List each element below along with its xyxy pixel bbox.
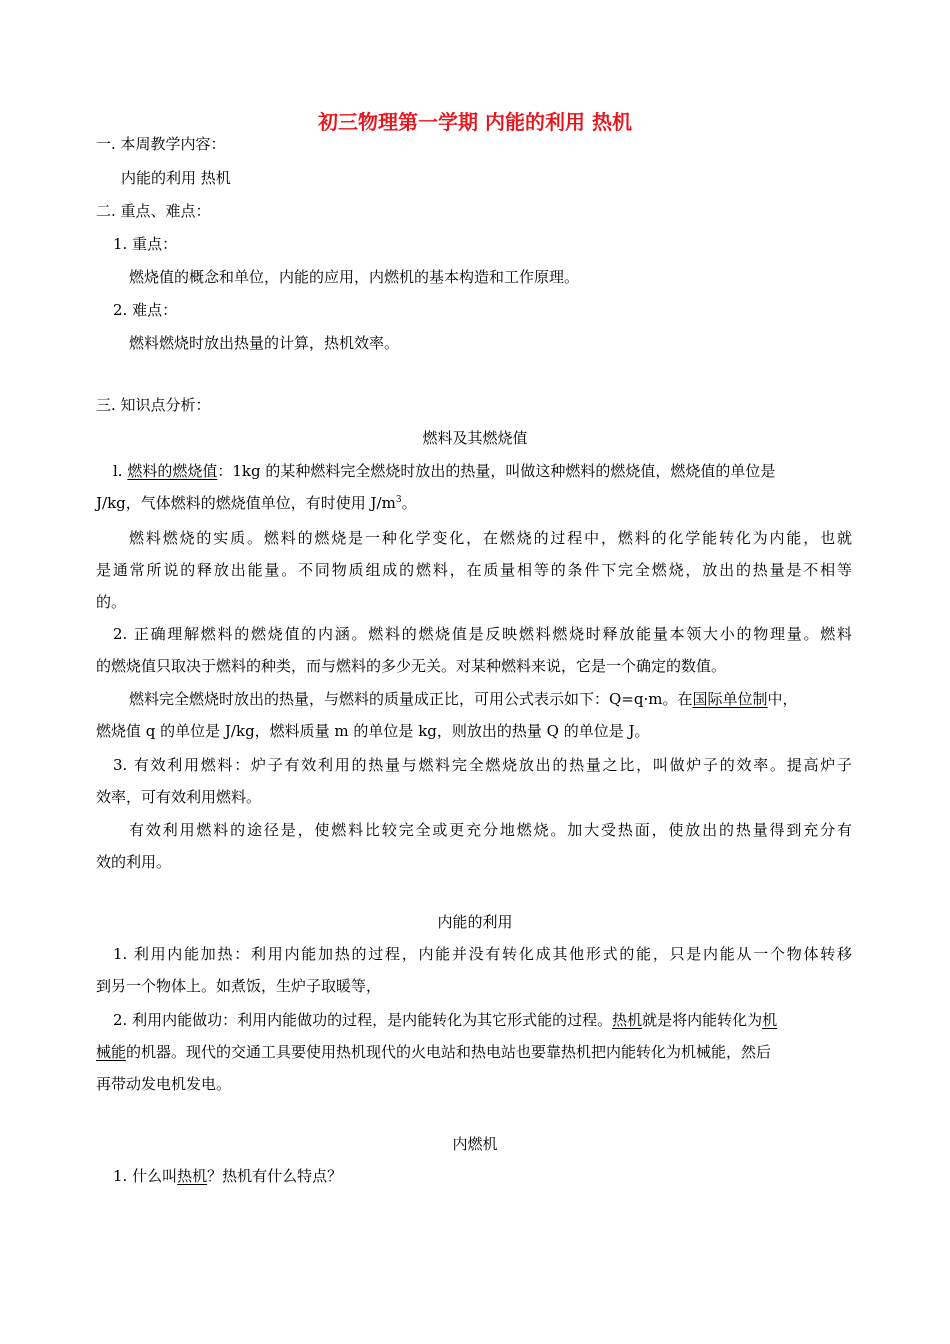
use-1-line-1: 1. 利用内能加热：利用内能加热的过程，内能并没有转化成其他形式的能，只是内能从一个物体转移	[113, 945, 852, 963]
paragraph-combustion-line-3: 的。	[96, 593, 127, 611]
link-mechanical-energy-part-2[interactable]: 械能	[96, 1043, 127, 1061]
item-1-line-2	[96, 492, 417, 514]
link-si-units[interactable]: 国际单位制	[692, 690, 768, 708]
link-heat-engine[interactable]: 热机	[612, 1011, 643, 1029]
difficulties-text: 燃料燃烧时放出热量的计算，热机效率。	[129, 334, 400, 352]
use-2-text: 2. 利用内能做功：利用内能做功的过程，是内能转化为其它形式能的过程。	[113, 1011, 613, 1029]
section-2-heading: 二. 重点、难点：	[96, 202, 211, 220]
paragraph-combustion-line-2: 是通常所说的释放出能量。不同物质组成的燃料，在质量相等的条件下完全燃烧，放出的热量是不相等	[96, 561, 852, 579]
subheading-fuel-heat-value: 燃料及其燃烧值	[422, 429, 528, 447]
use-2-line-1	[113, 1009, 777, 1031]
link-mechanical-energy-part-1[interactable]: 机	[762, 1011, 778, 1029]
question-text: 1. 什么叫	[113, 1167, 178, 1185]
item-3-line-2: 效率，可有效利用燃料。	[96, 788, 262, 806]
item-1-end: 。	[401, 494, 417, 512]
item-1-definition: ：1kg 的某种燃料完全燃烧时放出的热量，叫做这种燃料的燃烧值，燃烧值的单位是	[217, 462, 776, 480]
superscript-3: 3	[395, 495, 402, 505]
difficulties-label: 2. 难点：	[113, 301, 178, 319]
formula-text-end: 中，	[767, 690, 798, 708]
section-3-heading: 三. 知识点分析：	[96, 396, 211, 414]
section-1-content: 内能的利用 热机	[121, 169, 231, 187]
link-heat-engine-2[interactable]: 热机	[177, 1167, 208, 1185]
item-2-line-2: 的燃烧值只取决于燃料的种类，而与燃料的多少无关。对某种燃料来说，它是一个确定的数值。	[96, 657, 727, 675]
subheading-internal-combustion-engine: 内燃机	[452, 1135, 498, 1153]
use-2-line-2	[96, 1041, 771, 1063]
use-2-text-cont: 的机器。现代的交通工具要使用热机现代的火电站和热电站也要靠热机把内能转化为机械能，然后	[126, 1043, 772, 1061]
subheading-internal-energy-use: 内能的利用	[437, 913, 513, 931]
paragraph-efficiency-line-2: 效的利用。	[96, 853, 172, 871]
document-title: 初三物理第一学期 内能的利用 热机	[318, 110, 632, 134]
paragraph-combustion-line-1: 燃料燃烧的实质。燃料的燃烧是一种化学变化，在燃烧的过程中，燃料的化学能转化为内能，也就	[129, 529, 852, 547]
key-points-text: 燃烧值的概念和单位，内能的应用，内燃机的基本构造和工作原理。	[129, 268, 580, 286]
formula-text: 燃料完全燃烧时放出的热量，与燃料的质量成正比，可用公式表示如下：Q=q·m。在	[129, 690, 693, 708]
paragraph-efficiency-line-1: 有效利用燃料的途径是，使燃料比较完全或更充分地燃烧。加大受热面，使放出的热量得到充分有	[129, 821, 852, 839]
formula-line-2: 燃烧值 q 的单位是 J/kg，燃料质量 m 的单位是 kg，则放出的热量 Q 的单位是 J。	[96, 722, 650, 740]
term-heat-value: 燃料的燃烧值	[127, 462, 218, 480]
item-1-line-1	[113, 460, 775, 482]
use-2-line-3: 再带动发电机发电。	[96, 1075, 232, 1093]
question-text-end: ？热机有什么特点？	[207, 1167, 343, 1185]
item-1-number: l.	[113, 462, 128, 480]
item-1-unit-text: J/kg，气体燃料的燃烧值单位，有时使用 J/m	[96, 494, 396, 512]
engine-question-1	[113, 1165, 342, 1187]
use-1-line-2: 到另一个物体上。如煮饭，生炉子取暖等，	[96, 977, 382, 995]
key-points-label: 1. 重点：	[113, 235, 178, 253]
item-3-line-1: 3. 有效利用燃料：炉子有效利用的热量与燃料完全燃烧放出的热量之比，叫做炉子的效率。提高炉子	[113, 756, 852, 774]
section-1-heading: 一. 本周教学内容：	[96, 135, 226, 153]
formula-line-1	[129, 688, 798, 710]
use-2-text-mid: 就是将内能转化为	[642, 1011, 763, 1029]
item-2-line-1: 2. 正确理解燃料的燃烧值的内涵。燃料的燃烧值是反映燃料燃烧时释放能量本领大小的物理量。燃料	[113, 625, 852, 643]
